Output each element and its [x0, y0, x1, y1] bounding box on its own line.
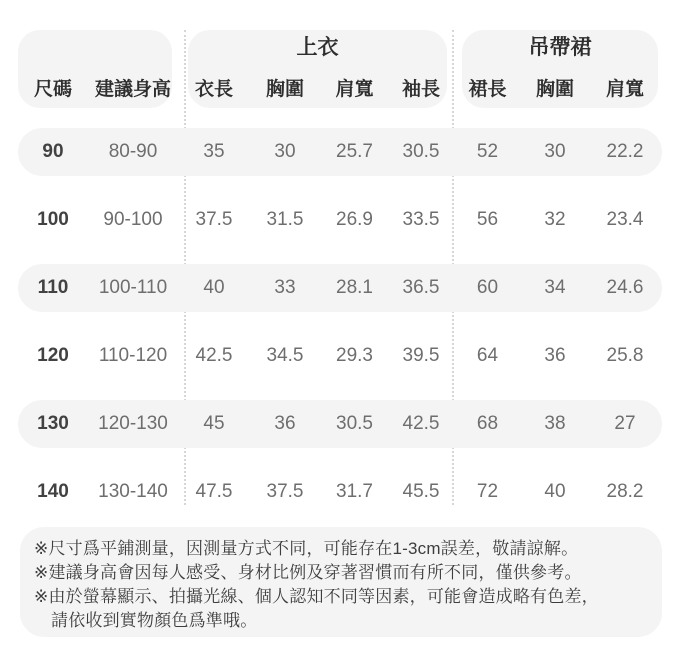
- cell-skirt-length: 56: [476, 209, 499, 230]
- cell-top-length: 35: [203, 141, 225, 162]
- cell-skirt-length: 52: [476, 141, 499, 162]
- cell-top-chest: 31.5: [266, 209, 304, 230]
- cell-top-shoulder: 30.5: [336, 413, 373, 434]
- col-header-top-length: 衣長: [194, 78, 233, 100]
- cell-height: 90-100: [103, 209, 163, 230]
- cell-top-shoulder: 28.1: [336, 277, 373, 298]
- column-header-row: [18, 66, 662, 108]
- col-header-skirt-length: 裙長: [468, 78, 507, 100]
- cell-sleeve: 30.5: [402, 141, 440, 162]
- cell-dress-shoulder: 24.6: [606, 277, 644, 298]
- cell-top-shoulder: 25.7: [336, 141, 373, 162]
- cell-size: 90: [42, 141, 64, 162]
- cell-dress-shoulder: 23.4: [606, 209, 644, 230]
- table-row: [18, 322, 662, 390]
- col-header-size: 尺碼: [33, 78, 72, 100]
- cell-sleeve: 36.5: [402, 277, 440, 298]
- cell-dress-chest: 30: [544, 141, 566, 162]
- note-line: ※由於螢幕顯示、拍攝光線、個人認知不同等因素，可能會造成略有色差，: [34, 587, 599, 606]
- cell-size: 110: [37, 277, 69, 298]
- cell-size: 100: [37, 209, 69, 230]
- cell-skirt-length: 64: [476, 345, 499, 366]
- col-header-sleeve: 袖長: [401, 78, 440, 100]
- col-header-top-chest: 胸圍: [265, 78, 304, 100]
- cell-dress-chest: 38: [544, 413, 566, 434]
- cell-sleeve: 33.5: [402, 209, 440, 230]
- cell-height: 130-140: [98, 481, 168, 502]
- cell-top-chest: 34.5: [266, 345, 304, 366]
- cell-skirt-length: 72: [476, 481, 499, 502]
- cell-sleeve: 39.5: [402, 345, 440, 366]
- cell-height: 120-130: [98, 413, 168, 434]
- table-row: [18, 254, 662, 322]
- note-line: ※尺寸爲平鋪測量，因測量方式不同，可能存在1-3cm誤差，敬請諒解。: [34, 539, 579, 558]
- cell-dress-chest: 36: [544, 345, 566, 366]
- table-row: [18, 186, 662, 254]
- cell-top-chest: 30: [274, 141, 296, 162]
- measurement-notes-box: [20, 527, 662, 637]
- size-table-body: [18, 118, 662, 526]
- cell-height: 100-110: [98, 277, 168, 298]
- cell-top-length: 47.5: [195, 481, 233, 502]
- cell-top-length: 45: [203, 413, 225, 434]
- cell-skirt-length: 60: [476, 277, 499, 298]
- col-header-dress-shoulder: 肩寬: [605, 78, 644, 100]
- group-title-dress: 吊帶裙: [528, 36, 592, 59]
- cell-top-length: 40: [203, 277, 225, 298]
- cell-top-length: 37.5: [195, 209, 233, 230]
- cell-dress-shoulder: 27: [614, 413, 636, 434]
- cell-top-length: 42.5: [195, 345, 233, 366]
- cell-top-shoulder: 29.3: [336, 345, 373, 366]
- cell-sleeve: 45.5: [402, 481, 440, 502]
- cell-height: 80-90: [108, 141, 158, 162]
- col-header-dress-chest: 胸圍: [535, 78, 574, 100]
- cell-top-chest: 36: [274, 413, 296, 434]
- cell-top-shoulder: 31.7: [336, 481, 373, 502]
- cell-size: 120: [37, 345, 69, 366]
- cell-dress-chest: 34: [544, 277, 566, 298]
- col-header-height: 建議身高: [94, 78, 171, 100]
- cell-height: 110-120: [98, 345, 168, 366]
- cell-top-chest: 37.5: [266, 481, 304, 502]
- table-row: [18, 118, 662, 186]
- note-line: 請依收到實物顏色爲準哦。: [51, 611, 258, 630]
- cell-dress-shoulder: 22.2: [606, 141, 644, 162]
- cell-top-shoulder: 26.9: [336, 209, 373, 230]
- group-title-top: 上衣: [296, 36, 339, 59]
- cell-size: 130: [37, 413, 69, 434]
- cell-dress-chest: 32: [544, 209, 566, 230]
- cell-skirt-length: 68: [476, 413, 499, 434]
- cell-size: 140: [37, 481, 69, 502]
- note-line: ※建議身高會因每人感受、身材比例及穿著習慣而有所不同，僅供參考。: [34, 563, 582, 582]
- cell-dress-shoulder: 25.8: [606, 345, 644, 366]
- cell-dress-shoulder: 28.2: [606, 481, 644, 502]
- cell-sleeve: 42.5: [402, 413, 440, 434]
- table-row: [18, 390, 662, 458]
- table-row: [18, 458, 662, 526]
- cell-top-chest: 33: [274, 277, 296, 298]
- cell-dress-chest: 40: [544, 481, 566, 502]
- col-header-top-shoulder: 肩寬: [335, 78, 374, 100]
